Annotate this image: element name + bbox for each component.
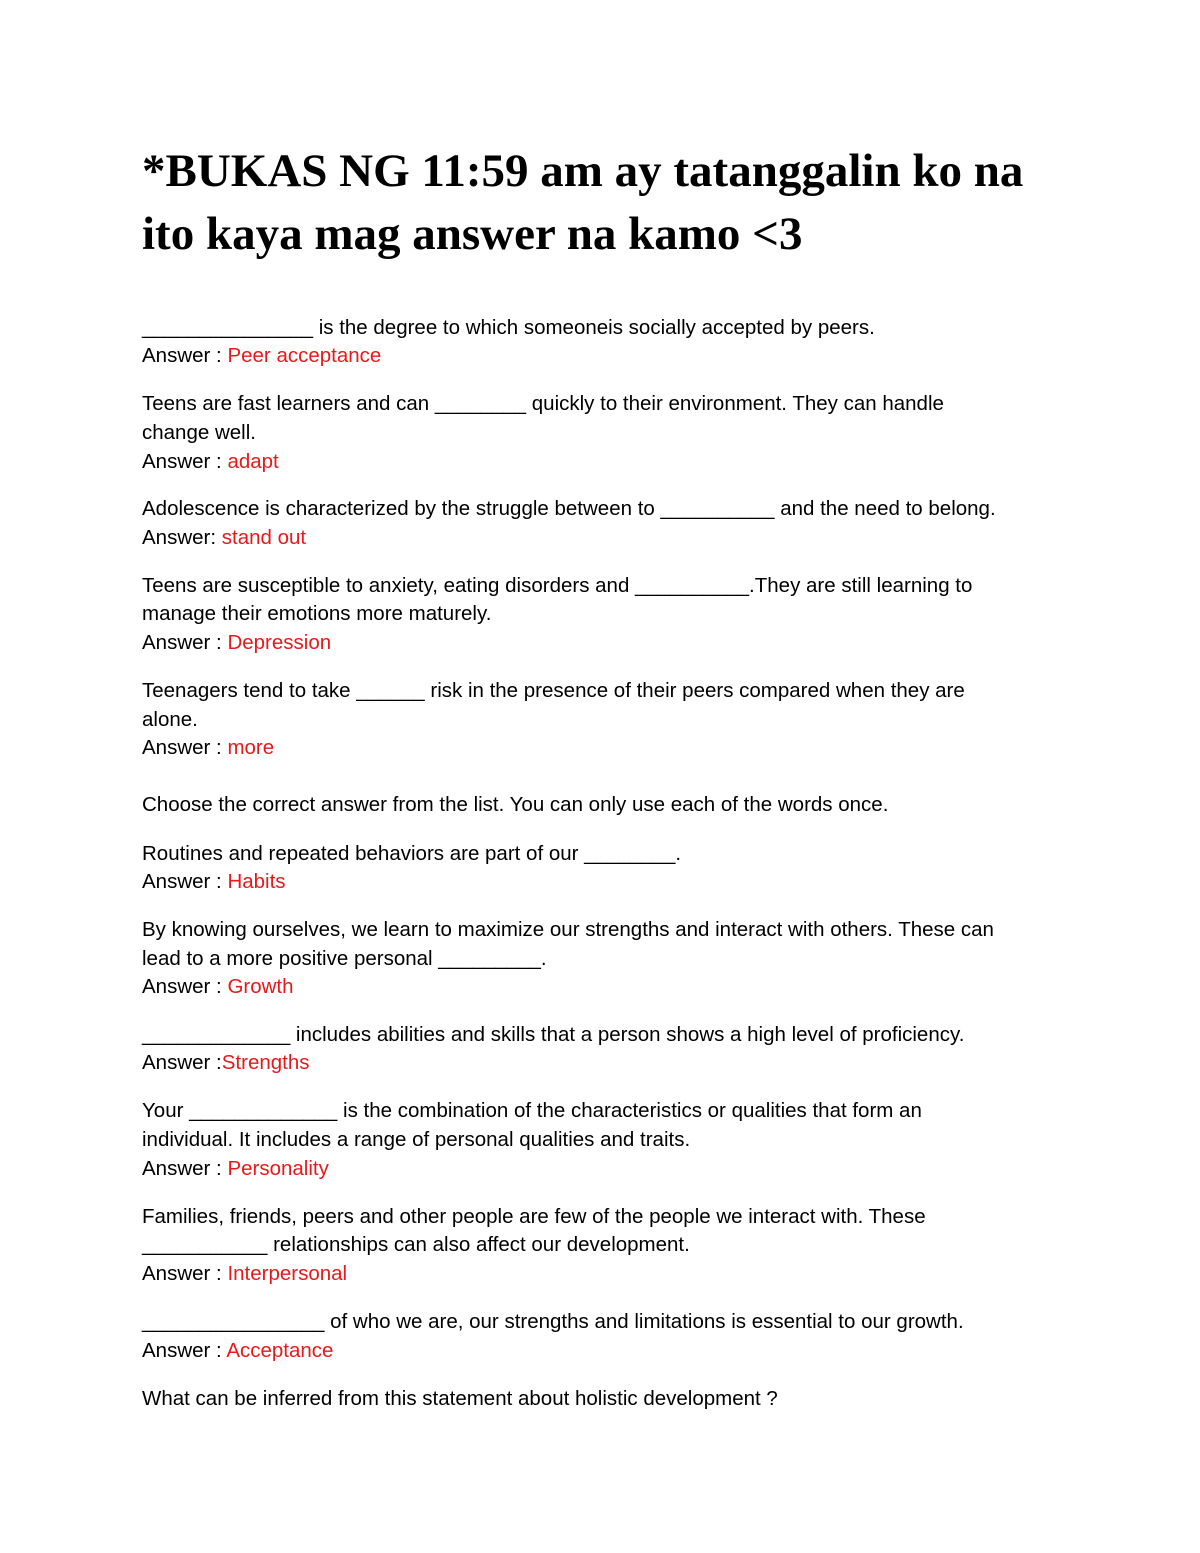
answer-label: Answer : bbox=[142, 1157, 228, 1180]
answer-text: Growth bbox=[227, 975, 294, 998]
answer-text: Habits bbox=[227, 870, 286, 893]
answer-3 bbox=[142, 524, 1102, 552]
answer-text: Interpersonal bbox=[227, 1262, 348, 1285]
answer-9 bbox=[142, 1155, 1102, 1183]
answer-text: Depression bbox=[227, 631, 332, 654]
answer-label: Answer : bbox=[142, 870, 228, 893]
final-question: What can be inferred from this statement about holistic development ? bbox=[142, 1387, 778, 1410]
instruction-text: Choose the correct answer from the list. You can only use each of the words once. bbox=[142, 793, 889, 816]
answer-label: Answer : bbox=[142, 736, 228, 759]
answer-text: stand out bbox=[221, 526, 307, 549]
answer-6 bbox=[142, 868, 1102, 896]
question-7-line-1: By knowing ourselves, we learn to maximize our strengths and interact with others. These can bbox=[142, 918, 994, 941]
answer-8 bbox=[142, 1049, 1102, 1077]
answer-text: Peer acceptance bbox=[227, 344, 382, 367]
answer-label: Answer : bbox=[142, 450, 228, 473]
answer-7 bbox=[142, 973, 1102, 1001]
answer-label: Answer : bbox=[142, 344, 228, 367]
question-5-line-2: alone. bbox=[142, 708, 198, 731]
answer-4 bbox=[142, 629, 1102, 657]
question-9-line-2: individual. It includes a range of personal qualities and traits. bbox=[142, 1128, 691, 1151]
answer-label: Answer : bbox=[142, 1339, 227, 1362]
page-title-line-2: ito kaya mag answer na kamo <3 bbox=[142, 208, 803, 260]
question-6: Routines and repeated behaviors are part of our ________. bbox=[142, 842, 682, 865]
answer-label: Answer : bbox=[142, 975, 228, 998]
question-11: ________________ of who we are, our strengths and limitations is essential to our growth. bbox=[142, 1310, 964, 1333]
answer-label: Answer : bbox=[142, 631, 228, 654]
question-2-line-1: Teens are fast learners and can ________ quickly to their environment. They can handle bbox=[142, 392, 944, 415]
question-8: _____________ includes abilities and skills that a person shows a high level of proficiency. bbox=[142, 1023, 965, 1046]
answer-text: Personality bbox=[227, 1157, 329, 1180]
answer-5 bbox=[142, 734, 1102, 762]
answer-1 bbox=[142, 342, 1102, 370]
answer-text: adapt bbox=[227, 450, 279, 473]
answer-2 bbox=[142, 448, 1102, 476]
answer-text: Acceptance bbox=[226, 1339, 334, 1362]
question-10-line-2: ___________ relationships can also affect our development. bbox=[142, 1233, 690, 1256]
question-9-line-1: Your _____________ is the combination of the characteristics or qualities that form an bbox=[142, 1099, 922, 1122]
answer-label: Answer: bbox=[142, 526, 222, 549]
answer-10 bbox=[142, 1260, 1102, 1288]
question-10-line-1: Families, friends, peers and other people are few of the people we interact with. These bbox=[142, 1205, 926, 1228]
question-3: Adolescence is characterized by the struggle between to __________ and the need to belong. bbox=[142, 497, 996, 520]
question-7-line-2: lead to a more positive personal _________. bbox=[142, 947, 547, 970]
answer-label: Answer : bbox=[142, 1051, 222, 1074]
question-1: _______________ is the degree to which someoneis socially accepted by peers. bbox=[142, 316, 875, 339]
question-4-line-2: manage their emotions more maturely. bbox=[142, 602, 492, 625]
answer-text: Strengths bbox=[221, 1051, 310, 1074]
page-title-line-1: *BUKAS NG 11:59 am ay tatanggalin ko na bbox=[142, 145, 1024, 197]
answer-text: more bbox=[227, 736, 275, 759]
answer-label: Answer : bbox=[142, 1262, 228, 1285]
answer-11 bbox=[142, 1337, 1102, 1365]
question-2-line-2: change well. bbox=[142, 421, 256, 444]
question-5-line-1: Teenagers tend to take ______ risk in the presence of their peers compared when they are bbox=[142, 679, 965, 702]
question-4-line-1: Teens are susceptible to anxiety, eating disorders and __________.They are still learning to bbox=[142, 574, 973, 597]
